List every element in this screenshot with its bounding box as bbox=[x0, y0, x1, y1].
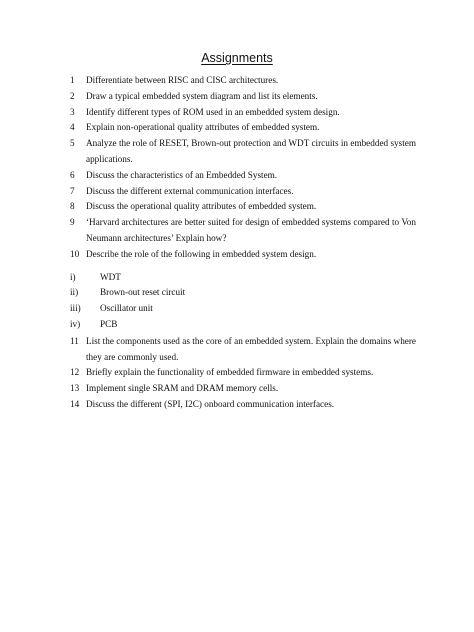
item-number: 8 bbox=[70, 201, 75, 212]
list-item bbox=[70, 136, 416, 168]
sub-item-number: iv) bbox=[70, 318, 81, 329]
sub-list bbox=[70, 270, 416, 333]
item-number: 14 bbox=[70, 398, 80, 409]
list-item bbox=[70, 247, 416, 263]
sub-item-text: Brown-out reset circuit bbox=[100, 287, 186, 298]
sub-list-item bbox=[70, 285, 416, 301]
list-item bbox=[70, 184, 416, 200]
sub-item-text: Oscillator unit bbox=[100, 303, 153, 314]
list-item bbox=[70, 89, 416, 105]
item-text: Analyze the role of RESET, Brown-out protection and WDT circuits in embedded system applications. bbox=[86, 138, 416, 164]
item-number: 7 bbox=[70, 185, 75, 196]
item-number: 5 bbox=[70, 138, 75, 149]
item-number: 13 bbox=[70, 383, 80, 394]
item-number: 1 bbox=[70, 75, 75, 85]
item-text: Differentiate between RISC and CISC architectures. bbox=[86, 75, 279, 85]
item-number: 10 bbox=[70, 248, 80, 259]
item-number: 3 bbox=[70, 106, 75, 117]
item-text: ‘Harvard architectures are better suited for design of embedded systems compared to Von Neumann architectures’ Explain how? bbox=[86, 217, 416, 243]
item-text: Implement single SRAM and DRAM memory cells. bbox=[86, 383, 279, 394]
item-number: 6 bbox=[70, 169, 75, 180]
page-title: Assignments bbox=[201, 51, 273, 65]
list-item bbox=[70, 105, 416, 121]
item-text: Identify different types of ROM used in an embedded system design. bbox=[86, 106, 340, 117]
list-item bbox=[70, 120, 416, 136]
list-item bbox=[70, 199, 416, 215]
sub-item-number: ii) bbox=[70, 287, 79, 298]
item-text: Describe the role of the following in embedded system design. bbox=[86, 248, 317, 259]
list-item bbox=[70, 365, 416, 381]
list-item bbox=[70, 73, 416, 89]
item-text: Discuss the characteristics of an Embedded System. bbox=[86, 169, 278, 180]
list-item bbox=[70, 334, 416, 366]
list-item bbox=[70, 215, 416, 247]
item-text: Draw a typical embedded system diagram and list its elements. bbox=[86, 90, 318, 101]
item-number: 2 bbox=[70, 90, 75, 101]
item-number: 4 bbox=[70, 122, 75, 133]
sub-list-item bbox=[70, 301, 416, 317]
assignment-list bbox=[70, 73, 416, 413]
item-number: 9 bbox=[70, 217, 75, 228]
sub-list-item bbox=[70, 317, 416, 333]
list-item bbox=[70, 381, 416, 397]
item-text: List the components used as the core of an embedded system. Explain the domains where they are commonly used. bbox=[86, 335, 416, 362]
item-number: 12 bbox=[70, 367, 80, 378]
list-item bbox=[70, 397, 416, 413]
sub-item-number: iii) bbox=[70, 303, 81, 314]
item-text: Discuss the different external communication interfaces. bbox=[86, 185, 294, 196]
item-text: Discuss the operational quality attributes of embedded system. bbox=[86, 201, 317, 212]
sub-list-item bbox=[70, 270, 416, 286]
sub-item-number: i) bbox=[70, 271, 76, 282]
list-item bbox=[70, 168, 416, 184]
sub-item-text: WDT bbox=[100, 271, 121, 282]
item-text: Briefly explain the functionality of embedded firmware in embedded systems. bbox=[86, 367, 374, 378]
item-number: 11 bbox=[70, 335, 79, 346]
sub-item-text: PCB bbox=[100, 318, 118, 329]
item-text: Discuss the different (SPI, I2C) onboard communication interfaces. bbox=[86, 398, 335, 409]
item-text: Explain non-operational quality attributes of embedded system. bbox=[86, 122, 320, 133]
